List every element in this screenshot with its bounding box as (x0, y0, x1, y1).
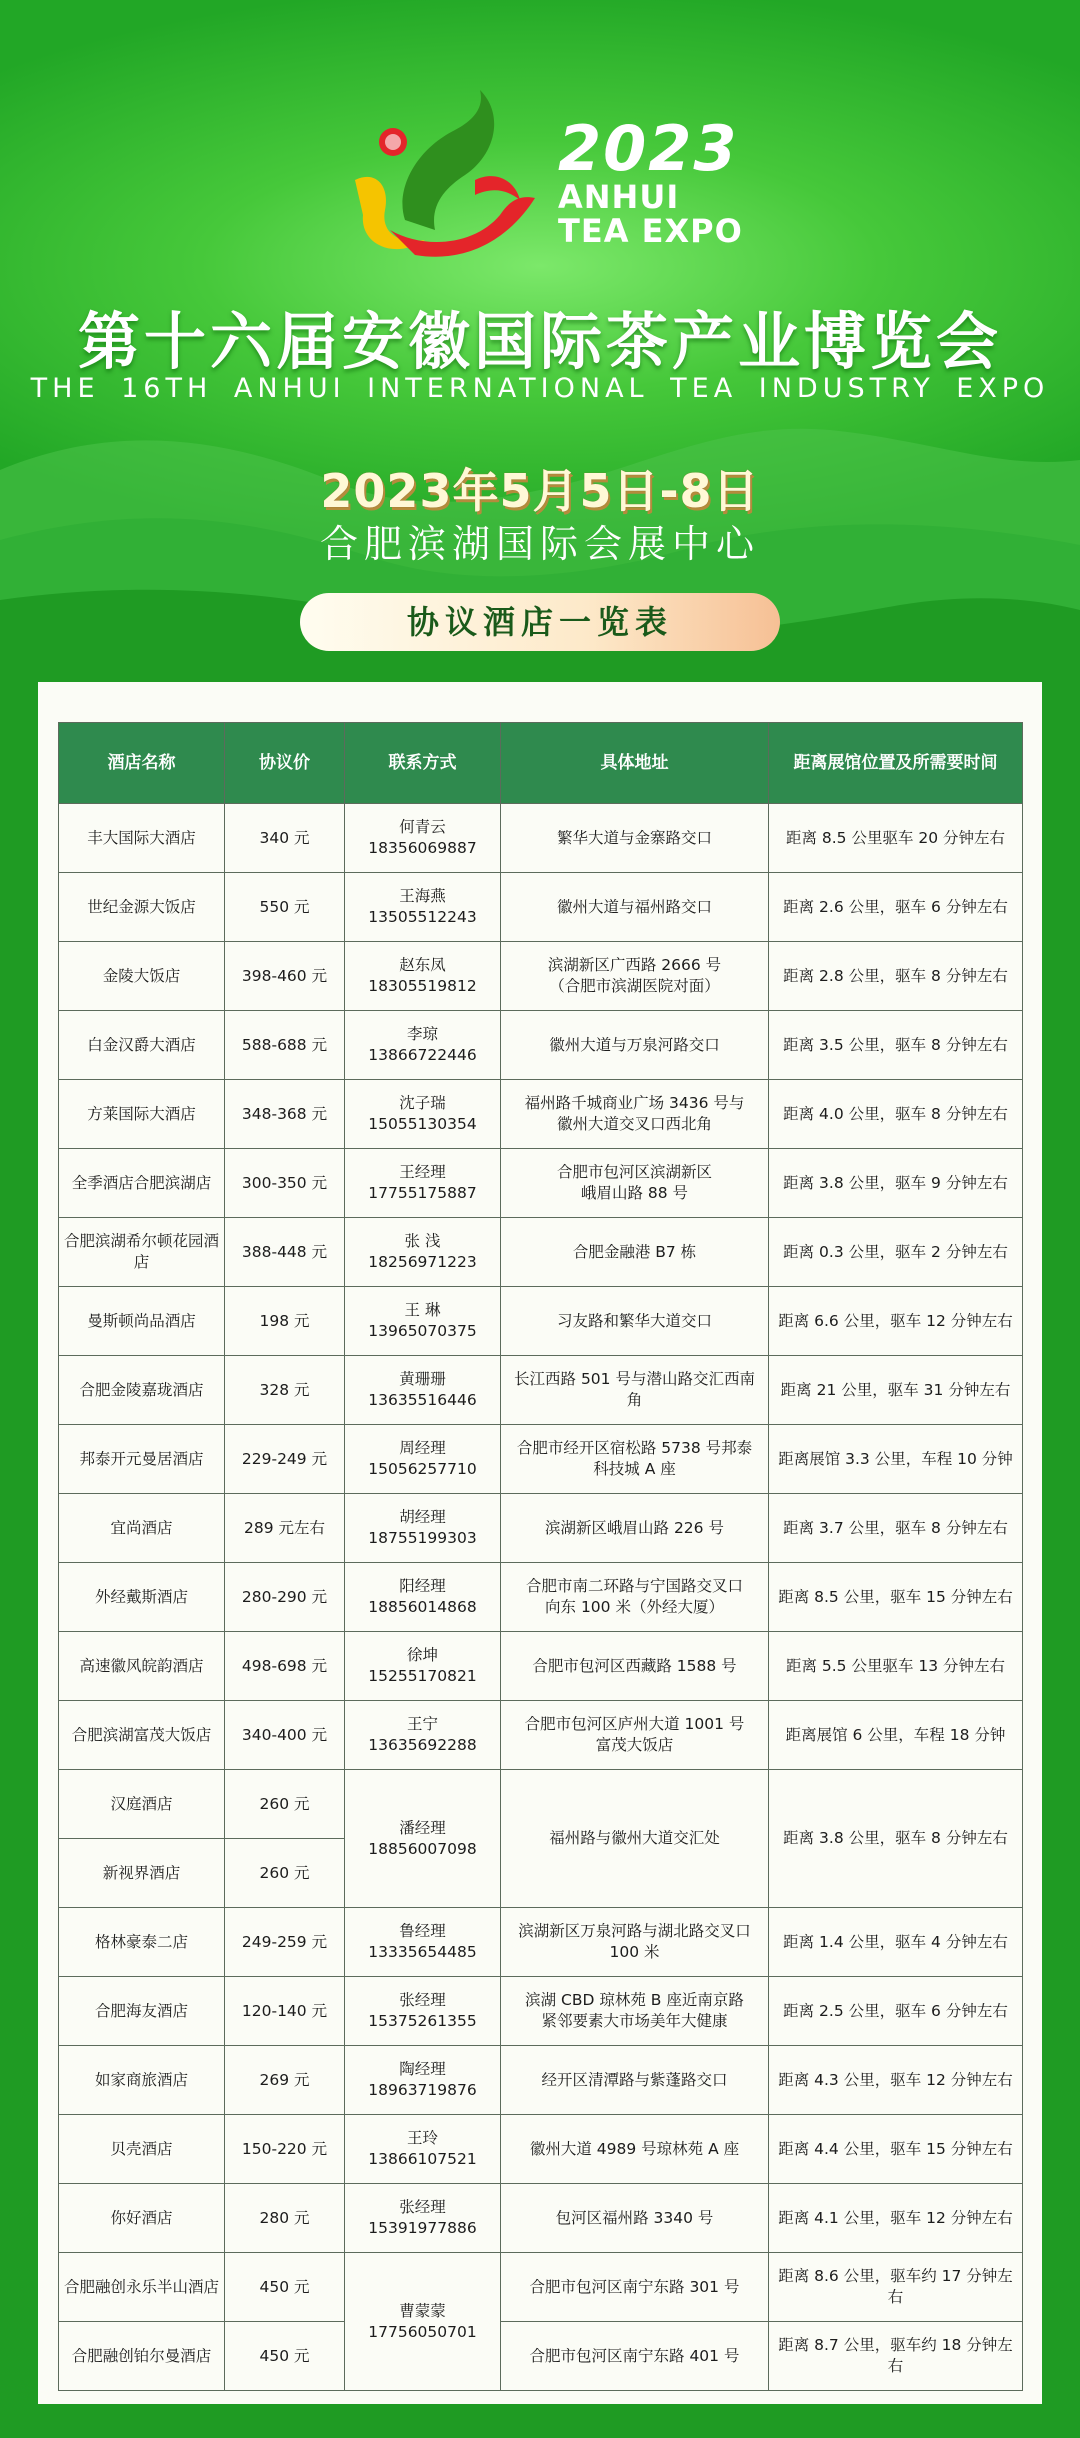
table-row (59, 804, 1023, 873)
price-cell: 340-400 元 (225, 1701, 345, 1770)
hotel-name-cell: 全季酒店合肥滨湖店 (59, 1149, 225, 1218)
address-line1: 习友路和繁华大道交口 (556, 1311, 712, 1330)
address-cell (501, 2115, 769, 2184)
contact-line1: 张 浅 (404, 1232, 441, 1250)
distance-cell: 距离 6.6 公里，驱车 12 分钟左右 (769, 1287, 1023, 1356)
contact-cell (345, 1563, 501, 1632)
contact-line1: 阳经理 (399, 1577, 446, 1595)
contact-line1: 张经理 (399, 1991, 446, 2009)
address-cell: 福州路与徽州大道交汇处 (501, 1770, 769, 1908)
contact-cell (345, 1977, 501, 2046)
table-header-row (59, 723, 1023, 804)
table-row (59, 1149, 1023, 1218)
table-row (59, 1977, 1023, 2046)
distance-cell: 距离 8.5 公里，驱车 15 分钟左右 (769, 1563, 1023, 1632)
contact-line1: 沈子瑞 (399, 1094, 446, 1112)
header-hotel-name: 酒店名称 (59, 723, 225, 804)
price-cell: 550 元 (225, 873, 345, 942)
hotel-name-cell: 宜尚酒店 (59, 1494, 225, 1563)
table-row (59, 1563, 1023, 1632)
address-cell (501, 1218, 769, 1287)
address-cell (501, 942, 769, 1011)
hotel-name-cell: 你好酒店 (59, 2184, 225, 2253)
contact-line2: 13965070375 (368, 1322, 477, 1340)
hotel-name-cell: 合肥滨湖希尔顿花园酒店 (59, 1218, 225, 1287)
price-cell: 289 元左右 (225, 1494, 345, 1563)
price-cell: 450 元 (225, 2253, 345, 2322)
table-body (59, 804, 1023, 2391)
price-cell: 269 元 (225, 2046, 345, 2115)
hotel-name-cell: 合肥海友酒店 (59, 1977, 225, 2046)
distance-cell: 距离 3.7 公里，驱车 8 分钟左右 (769, 1494, 1023, 1563)
contact-cell (345, 1701, 501, 1770)
address-line1: 滨湖新区广西路 2666 号 (547, 956, 722, 974)
contact-line1: 王玲 (406, 2129, 438, 2147)
price-cell: 229-249 元 (225, 1425, 345, 1494)
price-cell: 340 元 (225, 804, 345, 873)
event-date: 2023年5月5日-8日 (320, 464, 760, 518)
table-row (59, 942, 1023, 1011)
address-cell (501, 1080, 769, 1149)
address-line1: 滨湖新区万泉河路与湖北路交叉口 (518, 1922, 751, 1940)
contact-line2: 13866107521 (368, 2150, 477, 2168)
table-row (59, 2253, 1023, 2322)
event-venue: 合肥滨湖国际会展中心 (319, 522, 760, 566)
address-line1: 徽州大道 4989 号琼林苑 A 座 (529, 2139, 740, 2158)
contact-cell (345, 1632, 501, 1701)
contact-cell (345, 2253, 501, 2391)
contact-line1: 周经理 (399, 1439, 446, 1457)
contact-line2: 18356069887 (368, 839, 477, 857)
logo-wordmark (558, 112, 743, 250)
expo-logo-icon (335, 70, 545, 270)
hotel-name-cell: 如家商旅酒店 (59, 2046, 225, 2115)
price-cell: 388-448 元 (225, 1218, 345, 1287)
address-cell (501, 1632, 769, 1701)
hotel-name-cell: 丰大国际大酒店 (59, 804, 225, 873)
address-cell (501, 2046, 769, 2115)
price-cell: 328 元 (225, 1356, 345, 1425)
address-line2: 富茂大饭店 (595, 1736, 674, 1754)
header-contact: 联系方式 (345, 723, 501, 804)
contact-line1: 王经理 (399, 1163, 446, 1181)
contact-cell (345, 2046, 501, 2115)
distance-cell: 距离 8.5 公里驱车 20 分钟左右 (769, 804, 1023, 873)
address-line1: 徽州大道与万泉河路交口 (549, 1035, 720, 1054)
contact-line2: 13866722446 (368, 1046, 477, 1064)
price-cell: 249-259 元 (225, 1908, 345, 1977)
logo-year: 2023 (558, 112, 739, 185)
contact-cell (345, 804, 501, 873)
contact-cell (345, 1287, 501, 1356)
address-line1: 合肥市包河区西藏路 1588 号 (532, 1656, 737, 1675)
contact-cell (345, 1218, 501, 1287)
address-line1: 包河区福州路 3340 号 (555, 2208, 714, 2227)
distance-cell: 距离 8.7 公里，驱车约 18 分钟左右 (769, 2322, 1023, 2391)
price-cell: 198 元 (225, 1287, 345, 1356)
page-title: 第十六届安徽国际茶产业博览会 (77, 305, 1002, 378)
address-line2: 角 (626, 1391, 643, 1409)
hero-banner (0, 0, 1080, 700)
header-price: 协议价 (225, 723, 345, 804)
hotel-name-cell: 格林豪泰二店 (59, 1908, 225, 1977)
distance-cell: 距离 4.3 公里，驱车 12 分钟左右 (769, 2046, 1023, 2115)
price-cell: 280 元 (225, 2184, 345, 2253)
table-row (59, 1218, 1023, 1287)
contact-line1: 张经理 (399, 2198, 446, 2216)
address-cell (501, 1356, 769, 1425)
table-row (59, 1287, 1023, 1356)
distance-cell: 距离 5.5 公里驱车 13 分钟左右 (769, 1632, 1023, 1701)
price-cell: 150-220 元 (225, 2115, 345, 2184)
price-cell: 588-688 元 (225, 1011, 345, 1080)
address-cell (501, 1425, 769, 1494)
address-line1: 长江西路 501 号与潜山路交汇西南 (514, 1370, 755, 1388)
address-cell (501, 873, 769, 942)
page-subtitle: THE 16TH ANHUI INTERNATIONAL TEA INDUSTRY EXPO (30, 373, 1050, 404)
hotel-name-cell: 白金汉爵大酒店 (59, 1011, 225, 1080)
table-row (59, 2046, 1023, 2115)
hotel-name-cell: 合肥滨湖富茂大饭店 (59, 1701, 225, 1770)
distance-cell: 距离展馆 6 公里，车程 18 分钟 (769, 1701, 1023, 1770)
address-line2: 科技城 A 座 (593, 1460, 676, 1478)
address-line1: 合肥市经开区宿松路 5738 号邦泰 (516, 1439, 753, 1457)
distance-cell: 距离 0.3 公里，驱车 2 分钟左右 (769, 1218, 1023, 1287)
table-row (59, 1701, 1023, 1770)
hotel-name-cell: 金陵大饭店 (59, 942, 225, 1011)
distance-cell: 距离 2.8 公里，驱车 8 分钟左右 (769, 942, 1023, 1011)
section-title-pill: 协议酒店一览表 (300, 593, 780, 651)
contact-line2: 13635692288 (368, 1736, 477, 1754)
distance-cell: 距离 8.6 公里，驱车约 17 分钟左右 (769, 2253, 1023, 2322)
hotel-name-cell: 高速徽风皖韵酒店 (59, 1632, 225, 1701)
contact-line1: 鲁经理 (399, 1922, 446, 1940)
distance-cell: 距离 4.1 公里，驱车 12 分钟左右 (769, 2184, 1023, 2253)
hotel-name-cell: 方莱国际大酒店 (59, 1080, 225, 1149)
contact-line2: 18305519812 (368, 977, 477, 995)
contact-line2: 18256971223 (368, 1253, 477, 1271)
contact-cell (345, 873, 501, 942)
address-line1: 经开区清潭路与紫蓬路交口 (541, 2070, 728, 2089)
address-line1: 福州路千城商业广场 3436 号与 (524, 1094, 745, 1112)
distance-cell: 距离 4.4 公里，驱车 15 分钟左右 (769, 2115, 1023, 2184)
table-row (59, 873, 1023, 942)
address-cell (501, 1701, 769, 1770)
distance-cell: 距离 3.8 公里，驱车 8 分钟左右 (769, 1770, 1023, 1908)
contact-line1: 李琼 (406, 1025, 438, 1043)
address-cell: 合肥市包河区南宁东路 401 号 (501, 2322, 769, 2391)
hotel-name-cell: 贝壳酒店 (59, 2115, 225, 2184)
hotel-name-cell: 世纪金源大饭店 (59, 873, 225, 942)
hotel-name-cell: 合肥金陵嘉珑酒店 (59, 1356, 225, 1425)
address-cell (501, 1563, 769, 1632)
price-cell: 498-698 元 (225, 1632, 345, 1701)
address-line2: 徽州大道交叉口西北角 (556, 1115, 712, 1133)
contact-line1: 王海燕 (399, 887, 446, 905)
price-cell: 260 元 (225, 1839, 345, 1908)
hotel-name-cell: 外经戴斯酒店 (59, 1563, 225, 1632)
hotel-name-cell: 新视界酒店 (59, 1839, 225, 1908)
table-row (59, 1080, 1023, 1149)
contact-cell (345, 1770, 501, 1908)
hotel-name-cell: 曼斯顿尚品酒店 (59, 1287, 225, 1356)
bottom-strip (0, 2404, 1080, 2438)
price-cell: 348-368 元 (225, 1080, 345, 1149)
contact-line2: 17755175887 (368, 1184, 477, 1202)
contact-line2: 17756050701 (368, 2322, 477, 2341)
address-cell (501, 804, 769, 873)
address-line2: 峨眉山路 88 号 (580, 1184, 689, 1202)
address-line2: 100 米 (609, 1943, 660, 1961)
price-cell: 120-140 元 (225, 1977, 345, 2046)
contact-line2: 15055130354 (368, 1115, 477, 1133)
contact-cell (345, 942, 501, 1011)
contact-cell (345, 1425, 501, 1494)
contact-line2: 13335654485 (368, 1943, 477, 1961)
address-line1: 繁华大道与金寨路交口 (556, 828, 712, 847)
address-cell: 合肥市包河区南宁东路 301 号 (501, 2253, 769, 2322)
hotel-name-cell: 合肥融创铂尔曼酒店 (59, 2322, 225, 2391)
contact-cell (345, 2115, 501, 2184)
distance-cell: 距离 4.0 公里，驱车 8 分钟左右 (769, 1080, 1023, 1149)
address-cell (501, 1977, 769, 2046)
contact-cell (345, 1080, 501, 1149)
table-row (59, 1494, 1023, 1563)
distance-cell: 距离 21 公里，驱车 31 分钟左右 (769, 1356, 1023, 1425)
price-cell: 280-290 元 (225, 1563, 345, 1632)
address-line1: 合肥金融港 B7 栋 (572, 1242, 697, 1261)
address-line1: 合肥市包河区滨湖新区 (556, 1163, 712, 1181)
contact-line1: 潘经理 (399, 1818, 446, 1837)
header-address: 具体地址 (501, 723, 769, 804)
table-row (59, 1356, 1023, 1425)
address-cell (501, 1494, 769, 1563)
address-cell (501, 2184, 769, 2253)
contact-cell (345, 1011, 501, 1080)
contact-line2: 18963719876 (368, 2081, 477, 2099)
address-line1: 合肥市南二环路与宁国路交叉口 (525, 1577, 743, 1595)
distance-cell: 距离 2.6 公里，驱车 6 分钟左右 (769, 873, 1023, 942)
address-cell (501, 1287, 769, 1356)
contact-line1: 徐坤 (406, 1646, 438, 1664)
contact-line1: 胡经理 (399, 1508, 446, 1526)
contact-line2: 15375261355 (368, 2012, 477, 2030)
logo-line-tea-expo: TEA EXPO (558, 212, 743, 250)
contact-line1: 王 琳 (404, 1301, 441, 1319)
contact-line2: 13505512243 (368, 908, 477, 926)
table-row (59, 2322, 1023, 2391)
contact-line2: 15255170821 (368, 1667, 477, 1685)
distance-cell: 距离 3.5 公里，驱车 8 分钟左右 (769, 1011, 1023, 1080)
address-line2: 向东 100 米（外经大厦） (545, 1598, 724, 1616)
price-cell: 300-350 元 (225, 1149, 345, 1218)
table-row (59, 1425, 1023, 1494)
contact-cell (345, 2184, 501, 2253)
table-row (59, 2115, 1023, 2184)
logo-line-anhui: ANHUI (558, 178, 680, 216)
contact-cell (345, 1908, 501, 1977)
contact-line2: 13635516446 (368, 1391, 477, 1409)
table-row (59, 1632, 1023, 1701)
distance-cell: 距离展馆 3.3 公里，车程 10 分钟 (769, 1425, 1023, 1494)
hotel-table (58, 722, 1023, 2391)
hotel-name-cell: 汉庭酒店 (59, 1770, 225, 1839)
distance-cell: 距离 3.8 公里，驱车 9 分钟左右 (769, 1149, 1023, 1218)
contact-line1: 陶经理 (399, 2060, 446, 2078)
contact-line2: 18755199303 (368, 1529, 477, 1547)
address-line1: 滨湖新区峨眉山路 226 号 (545, 1518, 724, 1537)
contact-line2: 18856014868 (368, 1598, 477, 1616)
hotel-name-cell: 合肥融创永乐半山酒店 (59, 2253, 225, 2322)
table-row (59, 1011, 1023, 1080)
address-line1: 合肥市包河区庐州大道 1001 号 (524, 1715, 745, 1733)
contact-line1: 王宁 (406, 1715, 438, 1733)
contact-line2: 15391977886 (368, 2219, 477, 2237)
contact-line1: 曹蒙蒙 (399, 2301, 446, 2320)
contact-cell (345, 1149, 501, 1218)
hotel-name-cell: 邦泰开元曼居酒店 (59, 1425, 225, 1494)
price-cell: 260 元 (225, 1770, 345, 1839)
price-cell: 450 元 (225, 2322, 345, 2391)
address-cell (501, 1011, 769, 1080)
header-distance: 距离展馆位置及所需要时间 (769, 723, 1023, 804)
price-cell: 398-460 元 (225, 942, 345, 1011)
contact-line1: 赵东凤 (399, 956, 446, 974)
address-line2: 紧邻要素大市场美年大健康 (541, 2012, 728, 2030)
table-row (59, 1908, 1023, 1977)
contact-line1: 何青云 (399, 818, 446, 836)
address-cell (501, 1908, 769, 1977)
contact-cell (345, 1356, 501, 1425)
address-line2: （合肥市滨湖医院对面） (549, 977, 720, 995)
distance-cell: 距离 2.5 公里，驱车 6 分钟左右 (769, 1977, 1023, 2046)
table-row (59, 1770, 1023, 1839)
address-line1: 滨湖 CBD 琼林苑 B 座近南京路 (525, 1991, 744, 2009)
address-line1: 徽州大道与福州路交口 (556, 897, 712, 916)
distance-cell: 距离 1.4 公里，驱车 4 分钟左右 (769, 1908, 1023, 1977)
contact-cell (345, 1494, 501, 1563)
contact-line2: 18856007098 (368, 1839, 477, 1858)
address-cell (501, 1149, 769, 1218)
contact-line2: 15056257710 (368, 1460, 477, 1478)
table-row (59, 2184, 1023, 2253)
contact-line1: 黄珊珊 (399, 1370, 446, 1388)
